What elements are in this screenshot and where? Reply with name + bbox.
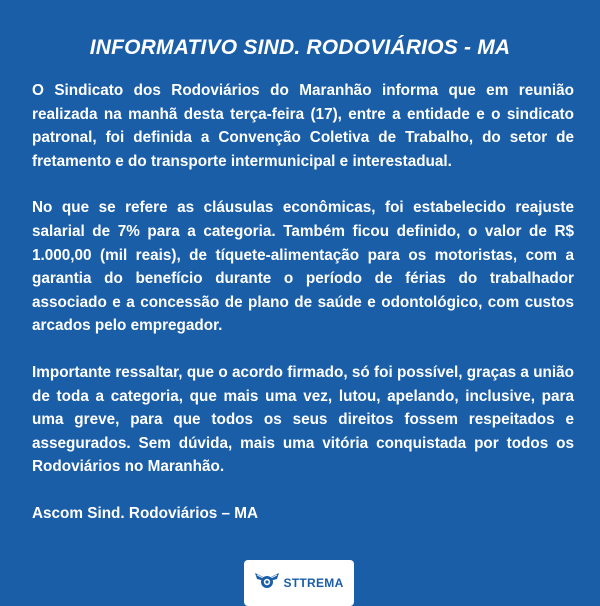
sttrema-logo	[244, 560, 354, 606]
signature: Ascom Sind. Rodoviários – MA	[32, 504, 259, 522]
winged-wheel-icon	[254, 570, 280, 595]
page-title: INFORMATIVO SIND. RODOVIÁRIOS - MA	[89, 36, 511, 59]
logo-text: STTREMA	[283, 575, 344, 590]
paragraph-economic-clauses: No que se refere as cláusulas econômicas, foi estabelecido reajuste salarial de 7% para a categoria. Também ficou definido, o valor de R$ 1.000,00 (mil reais), de tíquete-alimentação para os motoristas, com a garantia do benefício durante o período de férias do trabalhador associado e a concessão de plano de saúde e odontológico, com custos arcados pelo empregador.	[32, 199, 574, 335]
paragraph-conclusion: Importante ressaltar, que o acordo firmado, só foi possível, graças a união de toda a categoria, que mais uma vez, lutou, apelando, inclusive, para uma greve, para que todos os seus direitos fossem respeitados e assegurados. Sem dúvida, mais uma vitória conquistada por todos os Rodoviários no Maranhão.	[32, 363, 574, 476]
paragraph-intro: O Sindicato dos Rodoviários do Maranhão informa que em reunião realizada na manhã desta terça-feira (17), entre a entidade e o sindicato patronal, foi definida a Convenção Coletiva de Trabalho, do setor de fretamento e do transporte intermunicipal e interestadual.	[32, 82, 574, 170]
informative-body	[32, 79, 574, 526]
